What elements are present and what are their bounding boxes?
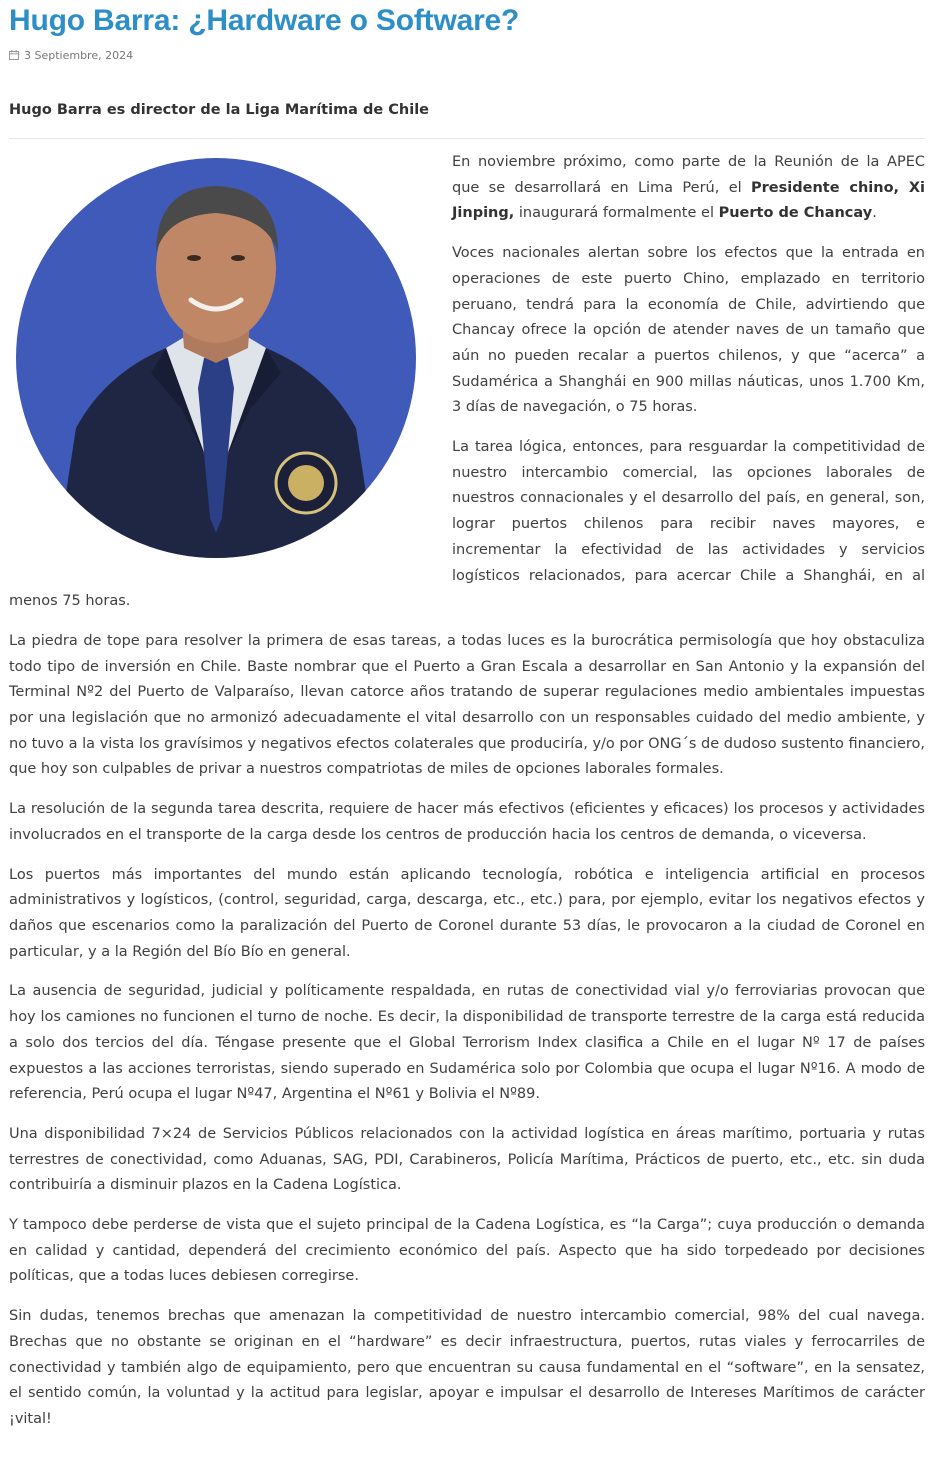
paragraph-1: En noviembre próximo, como parte de la Reunión de la APEC que se desarrollará en Lima Perú, el Presidente chino, Xi Jinping, inaugurará formalmente el Puerto de Chancay.	[452, 154, 925, 222]
calendar-icon	[9, 50, 19, 60]
divider	[9, 138, 925, 139]
bold-text: Presidente chino, Xi Jinping,	[452, 179, 925, 222]
paragraph: La piedra de tope para resolver la primera de esas tareas, a todas luces es la burocrática permisología que hoy obstaculiza todo tipo de inversión en Chile. Baste nombrar que el Puerto a Gran Escala a desarrollar en San Antonio y la expansión del Terminal Nº2 del Puerto de Valparaíso, llevan catorce años tratando de superar regulaciones medio ambientales impuestas por una legislación que no armonizó adecuadamente el vital desarrollo con un responsables cuidado del medio ambiente, y no tuvo a la vista los gravísimos y negativos efectos colaterales que produciría, y/o por ONG´s de dudoso sustento financiero, que hoy son culpables de privar a nuestros compatriotas de miles de opciones laborales formales.	[9, 632, 925, 778]
paragraph: Y tampoco debe perderse de vista que el sujeto principal de la Cadena Logística, es “la Carga”; cuya producción o demanda en calidad y cantidad, dependerá del crecimiento económico del país. Aspecto que ha sido torpedeado por decisiones políticas, que a todas luces debiesen corregirse.	[9, 1217, 925, 1285]
post-meta	[9, 47, 925, 63]
post-date: 3 Septiembre, 2024	[24, 48, 134, 62]
article-title[interactable]: Hugo Barra: ¿Hardware o Software?	[9, 4, 520, 37]
paragraph: La resolución de la segunda tarea descrita, requiere de hacer más efectivos (eficientes y eficaces) los procesos y actividades involucrados en el transporte de la carga desde los centros de producción hacia los centros de demanda, o viceversa.	[9, 801, 925, 843]
paragraph: La tarea lógica, entonces, para resguardar la competitividad de nuestro intercambio comercial, las opciones laborales de nuestros connacionales y el desarrollo del país, en general, son, lograr puertos chilenos para recibir naves mayores, e incrementar la efectividad de las actividades y servicios logísticos relacionados, para acercar Chile a Shanghái, en al menos 75 horas.	[9, 439, 925, 610]
portrait-photo	[16, 158, 416, 558]
article-body	[9, 150, 925, 1433]
article-subtitle: Hugo Barra es director de la Liga Marítima de Chile	[9, 102, 430, 118]
bold-text: Puerto de Chancay	[718, 205, 873, 222]
paragraph: Voces nacionales alertan sobre los efectos que la entrada en operaciones de este puerto Chino, emplazado en territorio peruano, tendrá para la economía de Chile, advirtiendo que Chancay ofrece la opción de atender naves de un tamaño que aún no pueden recalar a puertos chilenos, y que “acerca” a Sudamérica a Shanghái en 900 millas náuticas, unos 1.700 Km, 3 días de navegación, o 75 horas.	[452, 245, 925, 416]
paragraph: Los puertos más importantes del mundo están aplicando tecnología, robótica e inteligencia artificial en procesos administrativos y logísticos, (control, seguridad, carga, descarga, etc., etc.) para, por ejemplo, evitar los negativos efectos y daños que escenarios como la paralización del Puerto de Coronel durante 53 días, le provocaron a la ciudad de Coronel en particular, y a la Región del Bío Bío en general.	[9, 866, 925, 960]
paragraph: Sin dudas, tenemos brechas que amenazan la competitividad de nuestro intercambio comercial, 98% del cual navega. Brechas que no obstante se originan en el “hardware” es decir infraestructura, puertos, rutas viales y ferrocarriles de conectividad y también algo de equipamiento, pero que encuentran su causa fundamental en el “software”, en la sensatez, el sentido común, la voluntad y la actitud para legislar, apoyar e impulsar el desarrollo de Intereses Marítimos de carácter ¡vital!	[9, 1308, 925, 1427]
paragraph: La ausencia de seguridad, judicial y políticamente respaldada, en rutas de conectividad vial y/o ferroviarias provocan que hoy los camiones no funcionen el turno de noche. Es decir, la disponibilidad de transporte terrestre de la carga está reducida a solo dos tercios del día. Téngase presente que el Global Terrorism Index clasifica a Chile en el lugar Nº 17 de países expuestos a las acciones terroristas, siendo superado en Sudamérica solo por Colombia que ocupa el lugar Nº16. A modo de referencia, Perú ocupa el lugar Nº47, Argentina el Nº61 y Bolivia el Nº89.	[9, 983, 925, 1103]
paragraph: Una disponibilidad 7×24 de Servicios Públicos relacionados con la actividad logística en áreas marítimo, portuaria y rutas terrestres de conectividad, como Aduanas, SAG, PDI, Carabineros, Policía Marítima, Prácticos de puerto, etc., etc. sin duda contribuiría a disminuir plazos en la Cadena Logística.	[9, 1125, 925, 1194]
